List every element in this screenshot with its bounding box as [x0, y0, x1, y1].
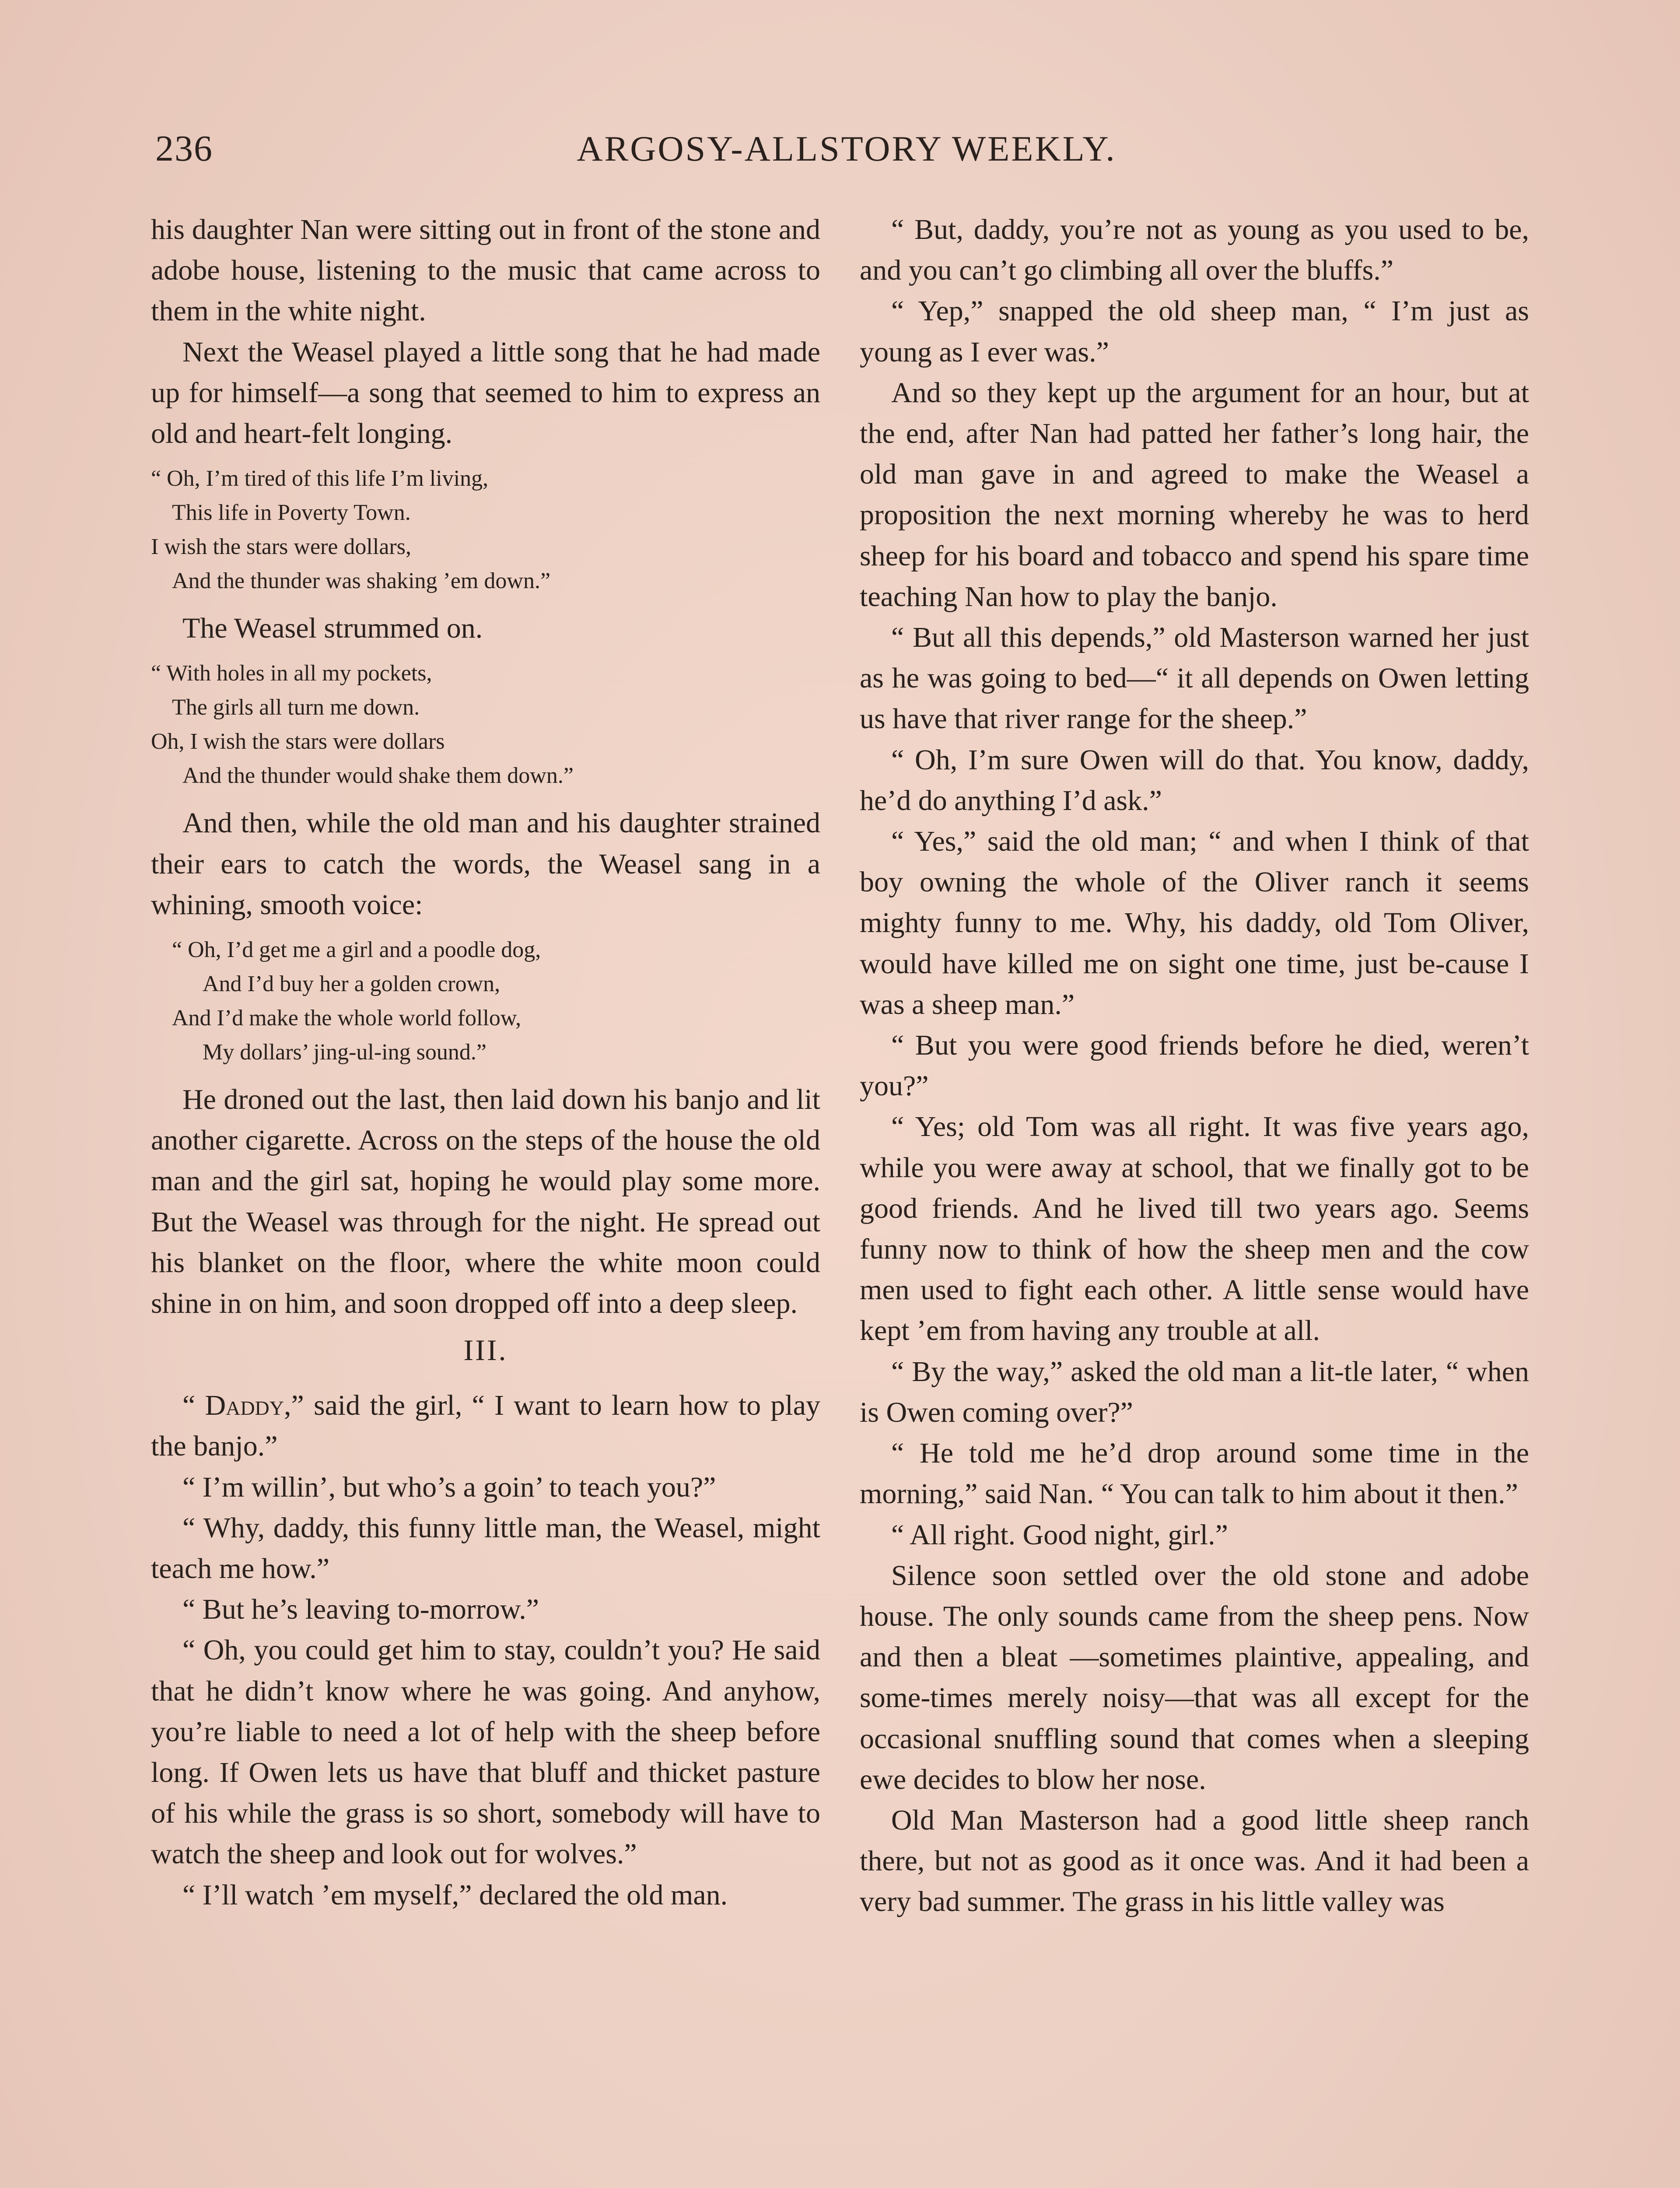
paragraph: “ But, daddy, you’re not as young as you used to be, and you can’t go climbing all over the bluffs.” — [860, 214, 1529, 287]
paragraph: “ I’ll watch ’em myself,” declared the old man. — [182, 1879, 728, 1911]
verse-line: And the thunder was shaking ’em down.” — [172, 568, 551, 594]
page-number: 236 — [155, 128, 213, 169]
paragraph: “ I’m willin’, but who’s a goin’ to teach you?” — [182, 1471, 716, 1503]
paragraph-text: ,” said the girl, “ I want to learn how to play the banjo.” — [151, 1389, 820, 1462]
paragraph: “ But you were good friends before he died, weren’t you?” — [860, 1029, 1529, 1102]
paragraph: And so they kept up the argument for an hour, but at the end, after Nan had patted her father’s long hair, the old man gave in and agreed to make the Weasel a proposition the next morning whereby he was to herd sheep for his board and tobacco and spend his spare time teaching Nan how to play the banjo. — [860, 376, 1529, 613]
verse-line: And I’d make the whole world follow, — [172, 1006, 522, 1031]
paragraph — [151, 1385, 820, 1466]
paragraph: “ Yep,” snapped the old sheep man, “ I’m just as young as I ever was.” — [860, 295, 1529, 368]
paragraph: “ Oh, you could get him to stay, couldn’t you? He said that he didn’t know where he was going. And anyhow, you’re liable to need a lot of help with the sheep before long. If Owen lets us have that bluff and thicket pasture of his while the grass is so short, somebody will have to watch the sheep and look out for wolves.” — [151, 1634, 820, 1870]
left-column — [151, 209, 820, 1915]
small-caps-word: Daddy — [205, 1389, 284, 1422]
paragraph: “ All right. Good night, girl.” — [891, 1518, 1228, 1551]
paragraph: his daughter Nan were sitting out in front of the stone and adobe house, listening to the music that came across to them in the white night. — [151, 214, 820, 327]
verse-line: Oh, I wish the stars were dollars — [151, 729, 445, 754]
verse-line: And I’d buy her a golden crown, — [203, 971, 500, 997]
paragraph: Next the Weasel played a little song that he had made up for himself—a song that seemed to him to express an old and heart-felt longing. — [151, 336, 820, 450]
song-verse-1 — [151, 462, 820, 598]
verse-line: I wish the stars were dollars, — [151, 534, 411, 560]
verse-line: “ With holes in all my pockets, — [151, 661, 432, 686]
paragraph: The Weasel strummed on. — [182, 612, 483, 645]
song-verse-2 — [151, 656, 820, 793]
verse-line: The girls all turn me down. — [172, 695, 420, 720]
paragraph: And then, while the old man and his daughter strained their ears to catch the words, the Weasel sang in a whining, smooth voice: — [151, 807, 820, 921]
song-verse-3 — [151, 933, 820, 1069]
paragraph: “ By the way,” asked the old man a lit-tle later, “ when is Owen coming over?” — [860, 1355, 1529, 1428]
right-column — [860, 209, 1529, 1922]
verse-line: And the thunder would shake them down.” — [182, 763, 574, 789]
paragraph: “ Yes,” said the old man; “ and when I think of that boy owning the whole of the Oliver ranch it seems mighty funny to me. Why, his daddy, old Tom Oliver, would have killed me on sight one time, just be-cause I was a sheep man.” — [860, 825, 1529, 1020]
page-header — [155, 127, 1538, 184]
paragraph: “ But he’s leaving to-morrow.” — [182, 1593, 539, 1626]
chapter-heading: III. — [463, 1333, 508, 1367]
verse-line: “ Oh, I’d get me a girl and a poodle dog, — [172, 937, 541, 963]
paragraph: Silence soon settled over the old stone and adobe house. The only sounds came from the sheep pens. Now and then a bleat —sometimes plaintive, appealing, and some-times merely noisy—that was all except for the occasional snuffling sound that comes when a sleeping ewe decides to blow her nose. — [860, 1559, 1529, 1795]
paragraph: “ Oh, I’m sure Owen will do that. You know, daddy, he’d do anything I’d ask.” — [860, 743, 1529, 817]
verse-line: This life in Poverty Town. — [172, 500, 411, 526]
paragraph: “ He told me he’d drop around some time in the morning,” said Nan. “ You can talk to him about it then.” — [860, 1437, 1529, 1510]
paragraph: “ But all this depends,” old Masterson warned her just as he was going to bed—“ it all depends on Owen letting us have that river range for the sheep.” — [860, 621, 1529, 735]
verse-line: “ Oh, I’m tired of this life I’m living, — [151, 466, 489, 491]
running-head: ARGOSY-ALLSTORY WEEKLY. — [577, 129, 1116, 168]
paragraph: “ Yes; old Tom was all right. It was five years ago, while you were away at school, that we finally got to be good friends. And he lived till two years ago. Seems funny now to think of how the sheep men and the cow men used to fight each other. A little sense would have kept ’em from having any trouble at all. — [860, 1111, 1529, 1347]
paragraph: Old Man Masterson had a good little sheep ranch there, but not as good as it once was. And it had been a very bad summer. The grass in his little valley was — [860, 1804, 1529, 1918]
verse-line: My dollars’ jing-ul-ing sound.” — [203, 1040, 486, 1065]
paragraph: He droned out the last, then laid down his banjo and lit another cigarette. Across on the steps of the house the old man and the girl sat, hoping he would play some more. But the Weasel was through for the night. He spread out his blanket on the floor, where the white moon could shine in on him, and soon dropped off into a deep sleep. — [151, 1083, 820, 1320]
paragraph: “ Why, daddy, this funny little man, the Weasel, might teach me how.” — [151, 1511, 820, 1585]
opening-quote: “ — [182, 1389, 205, 1422]
